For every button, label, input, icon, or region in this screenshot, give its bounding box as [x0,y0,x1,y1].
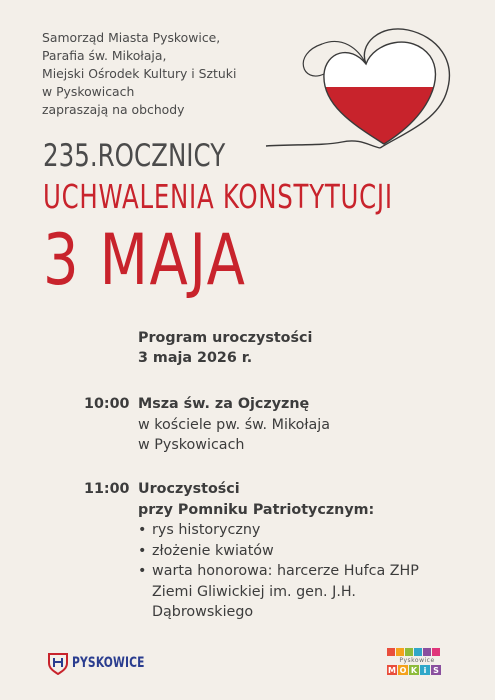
title-date: 3 MAJA [43,219,247,301]
intro-line: zapraszają na obchody [42,102,185,117]
agenda-item-text: Dąbrowskiego [152,604,254,620]
pyskowice-logo [47,651,158,675]
event-time: 11:00 [84,481,130,497]
logo-square [423,648,431,656]
agenda-item [138,561,495,623]
logo-square [405,648,413,656]
logo-letter: M [388,665,396,675]
program-heading [138,328,312,368]
agenda-item [138,520,495,541]
event-title: Msza św. za Ojczyznę [138,396,310,412]
event-title: Uroczystości [138,481,240,497]
event-location: w Pyskowicach [138,437,245,453]
logo-small-text: Pyskowice [399,657,435,664]
agenda-item-text: Ziemi Gliwickiej im. gen. J.H. [152,583,356,600]
event-location: w kościele pw. św. Mikołaja [138,416,330,433]
logo-letter: K [410,665,418,675]
agenda-item-text: • warta honorowa: harcerze Hufca ZHP [152,563,419,579]
title-line-constitution: UCHWALENIA KONSTYTUCJI [43,177,393,216]
event-time: 10:00 [84,396,130,412]
event-agenda [138,520,495,623]
logo-letter: S [431,665,441,675]
event-title: przy Pomniku Patriotycznym: [138,501,375,518]
program-title: Program uroczystości [138,330,313,346]
heart-flag-icon [262,14,467,154]
logo-text: PYSKOWICE [72,655,145,671]
logo-letter: O [399,665,407,675]
intro-line: w Pyskowicach [42,84,135,99]
logo-square [387,648,395,656]
logo-letter: i [420,665,430,675]
intro-line: Miejski Ośrodek Kultury i Sztuki [42,66,237,81]
agenda-item-text: złożenie kwiatów [152,542,274,559]
mokis-logo [387,648,447,678]
logo-letters [387,665,447,675]
invitation-intro [42,29,236,119]
program-date: 3 maja 2026 r. [138,350,253,366]
logo-color-squares [387,648,447,656]
anniversary-number: 235.ROCZNICY [43,138,226,174]
intro-line: Samorząd Miasta Pyskowice, [42,30,221,45]
intro-line: Parafia św. Mikołaja, [42,48,167,63]
agenda-item [138,541,495,562]
logo-square [414,648,422,656]
agenda-item-text: rys historyczny [152,522,261,538]
logo-square [396,648,404,656]
logo-square [432,648,440,656]
city-crest-icon [47,651,69,675]
